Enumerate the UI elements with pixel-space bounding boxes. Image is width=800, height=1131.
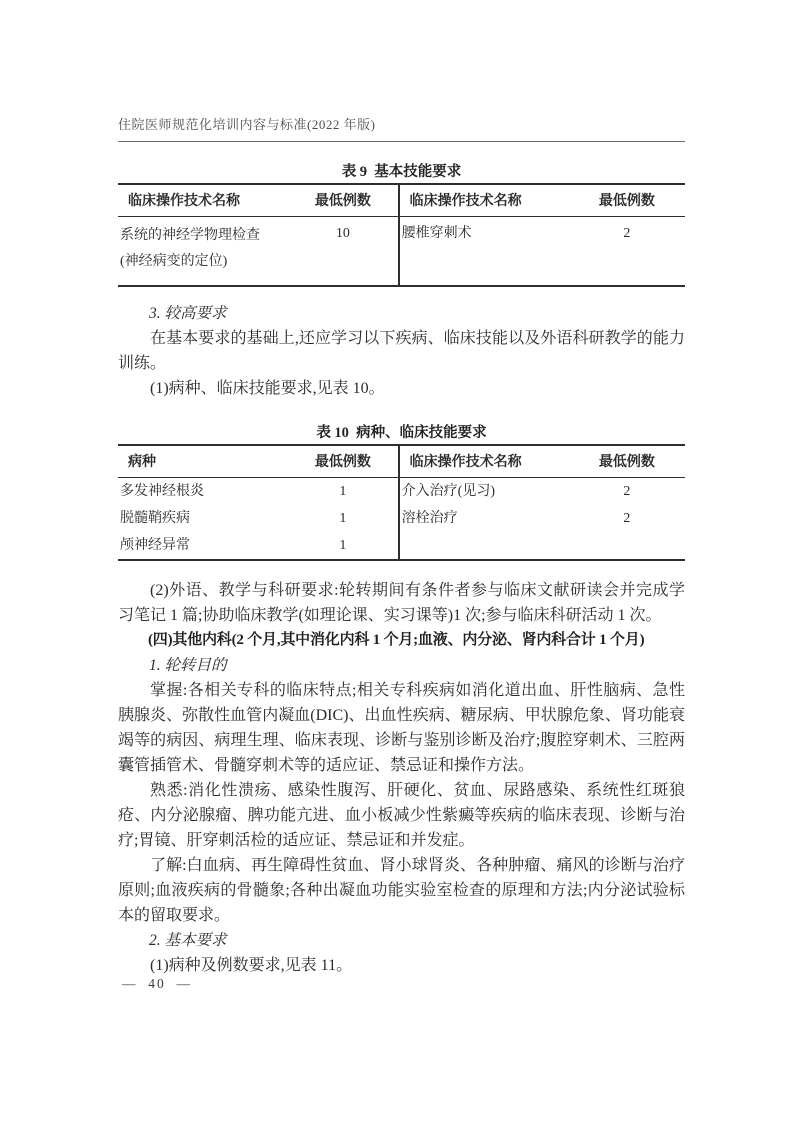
page-content <box>118 117 685 978</box>
column-header: 最低例数 <box>288 184 399 217</box>
table-10-header <box>118 445 685 478</box>
list-item: (2)外语、教学与科研要求:轮转期间有条件者参与临床文献研读会并完成学习笔记 1 篇;协助临床教学(如理论课、实习课等)1 次;参与临床科研活动 1 次。 <box>118 582 685 624</box>
section-other-internal-medicine <box>118 578 685 978</box>
cell-min-count: 1 <box>288 478 399 506</box>
cell-min-count: 1 <box>288 505 399 532</box>
cell-min-count: 2 <box>623 226 631 241</box>
cell-min-count: 10 <box>288 217 399 287</box>
table-row <box>118 478 685 506</box>
page-number: — 40 — <box>122 976 192 991</box>
column-header: 临床操作技术名称 <box>118 184 288 217</box>
paragraph: 掌握:各相关专科的临床特点;相关专科疾病如消化道出血、肝性脑病、急性胰腺炎、弥散性血管内凝血(DIC)、出血性疾病、糖尿病、甲状腺危象、肾功能衰竭等的病因、病理生理、临床表现、诊断与鉴别诊断及治疗;腹腔穿刺术、三腔两囊管插管术、骨髓穿刺术等的适应证、禁忌证和操作方法。 <box>118 682 685 774</box>
sub-heading: 2. 基本要求 <box>149 932 227 949</box>
paragraph: 了解:白血病、再生障碍性贫血、肾小球肾炎、各种肿瘤、痛风的诊断与治疗原则;血液疾病的骨髓象;各种出凝血功能实验室检查的原理和方法;内分泌试验标本的留取要求。 <box>118 857 685 924</box>
cell-disease-name: 多发神经根炎 <box>120 484 204 499</box>
column-header: 临床操作技术名称 <box>399 445 569 478</box>
cell-procedure-name: 腰椎穿刺术 <box>401 226 472 241</box>
cell-min-count <box>569 532 685 560</box>
running-head: 住院医师规范化培训内容与标准(2022 年版) <box>118 117 685 142</box>
procedure-name-line1: 系统的神经学物理检查 <box>120 228 260 243</box>
table-10-body <box>118 478 685 561</box>
cell-min-count: 1 <box>288 532 399 560</box>
table-10-caption: 表 10 病种、临床技能要求 <box>316 425 487 441</box>
column-header: 最低例数 <box>288 445 399 478</box>
table-row <box>118 217 685 287</box>
cell-procedure-name <box>118 217 288 287</box>
paragraph: 熟悉:消化性溃疡、感染性腹泻、肝硬化、贫血、尿路感染、系统性红斑狼疮、内分泌腺瘤、脾功能亢进、血小板减少性紫癜等疾病的临床表现、诊断与治疗;胃镜、肝穿刺活检的适应证、禁忌证和并发症。 <box>118 782 685 849</box>
table-9-caption: 表 9 基本技能要求 <box>341 164 462 180</box>
section-higher-requirements <box>118 301 685 401</box>
column-header: 最低例数 <box>569 184 685 217</box>
column-header: 病种 <box>118 445 288 478</box>
table-9 <box>118 183 685 287</box>
table-row <box>118 505 685 532</box>
section-heading: 3. 较高要求 <box>149 305 227 322</box>
cell-min-count: 2 <box>623 484 631 499</box>
table-row <box>118 445 685 478</box>
sub-heading: 1. 轮转目的 <box>149 657 227 674</box>
table-9-header <box>118 184 685 217</box>
list-item: (1)病种、临床技能要求,见表 10。 <box>150 380 385 397</box>
cell-procedure-name: 介入治疗(见习) <box>401 484 495 499</box>
cell-min-count: 2 <box>623 511 631 526</box>
column-header: 最低例数 <box>569 445 685 478</box>
cell-disease-name: 脱髓鞘疾病 <box>120 511 190 526</box>
cell-procedure-name <box>399 532 569 560</box>
table-row <box>118 184 685 217</box>
cell-disease-name: 颅神经异常 <box>120 538 190 553</box>
section-heading: (四)其他内科(2 个月,其中消化内科 1 个月;血液、内分泌、肾内科合计 1 个月) <box>148 632 645 648</box>
column-header: 临床操作技术名称 <box>399 184 569 217</box>
procedure-name-line2: (神经病变的定位) <box>120 254 228 269</box>
cell-procedure-name: 溶栓治疗 <box>401 511 458 526</box>
list-item: (1)病种及例数要求,见表 11。 <box>150 957 353 974</box>
table-9-body <box>118 217 685 287</box>
paragraph: 在基本要求的基础上,还应学习以下疾病、临床技能以及外语科研教学的能力训练。 <box>118 330 685 372</box>
table-row <box>118 532 685 560</box>
table-10 <box>118 444 685 561</box>
